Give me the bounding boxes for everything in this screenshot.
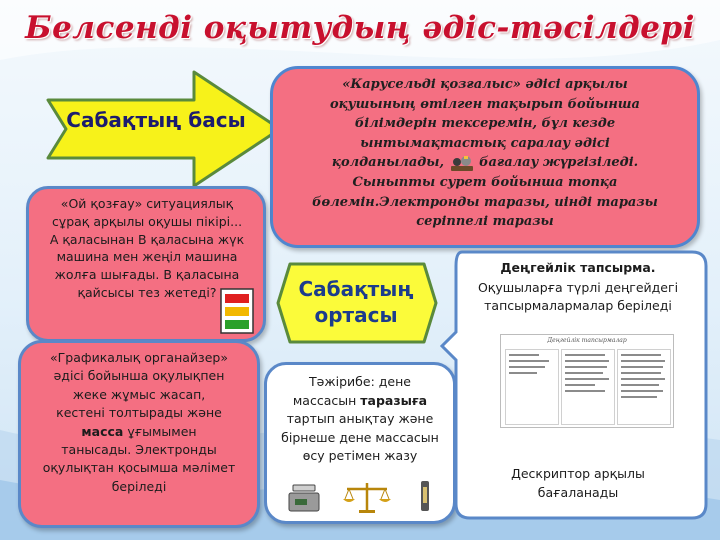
scale-icon: [449, 154, 475, 172]
worksheet-columns: [505, 349, 669, 423]
balance-scale-icon: [343, 483, 391, 513]
level-tasks-worksheet: [500, 334, 674, 428]
graphic-organizer-text: «Графикалық органайзер» әдісі бойынша оқулықпен жеке жұмыс жасап, кестені толтырады және масса ұғымымен танысады. Электронды оқулықтан қосымша мәлімет беріледі: [42, 350, 236, 494]
experiment-box: [264, 362, 456, 524]
lab-equipment-icons: [287, 479, 437, 515]
carousel-method-text: «Карусельді қозғалыс» әдісі арқылы оқушының өтілген тақырып бойынша білімдерін тексеремін, бұл кезде ынтымақтастық саралау әдісі қолданылады, бағалау жүргізіледі. Сыныпты сурет бойынша топқа бөлемін.Электронды таразы, иінді таразы серіппелі таразы: [312, 77, 658, 230]
electronic-scale-icon: [289, 485, 319, 511]
lesson-middle-label: Сабақтың ортасы: [298, 277, 414, 327]
lesson-start-label: Сабақтың басы: [66, 108, 246, 132]
slide-title: Белсенді оқытудың әдіс-тәсілдері: [25, 10, 695, 46]
traffic-light-icon: [220, 288, 254, 334]
descriptor-text: Дескриптор арқылы бағаланады: [511, 466, 645, 500]
experiment-text: Тәжірибе: дене массасын таразыға тартып анықтау және бірнеше дене массасын өсу ретімен жазу: [281, 374, 439, 464]
spring-scale-icon: [421, 481, 429, 511]
worksheet-title: Деңгейлік тапсырмалар: [547, 337, 627, 344]
situation-question-text: «Ой қозғау» ситуациялық сұрақ арқылы оқушы пікірі... А қаласынан В қаласына жүк машина мен жеңіл машина жолға шығады. В қаласына қайсысы тез жетеді?: [49, 196, 245, 300]
level-tasks-title: Деңгейлік тапсырма.: [500, 260, 656, 275]
graphic-organizer-box: [18, 340, 260, 528]
level-tasks-body: Оқушыларға түрлі деңгейдегі тапсырмалармалар беріледі: [477, 280, 679, 313]
carousel-method-box: [270, 66, 700, 248]
